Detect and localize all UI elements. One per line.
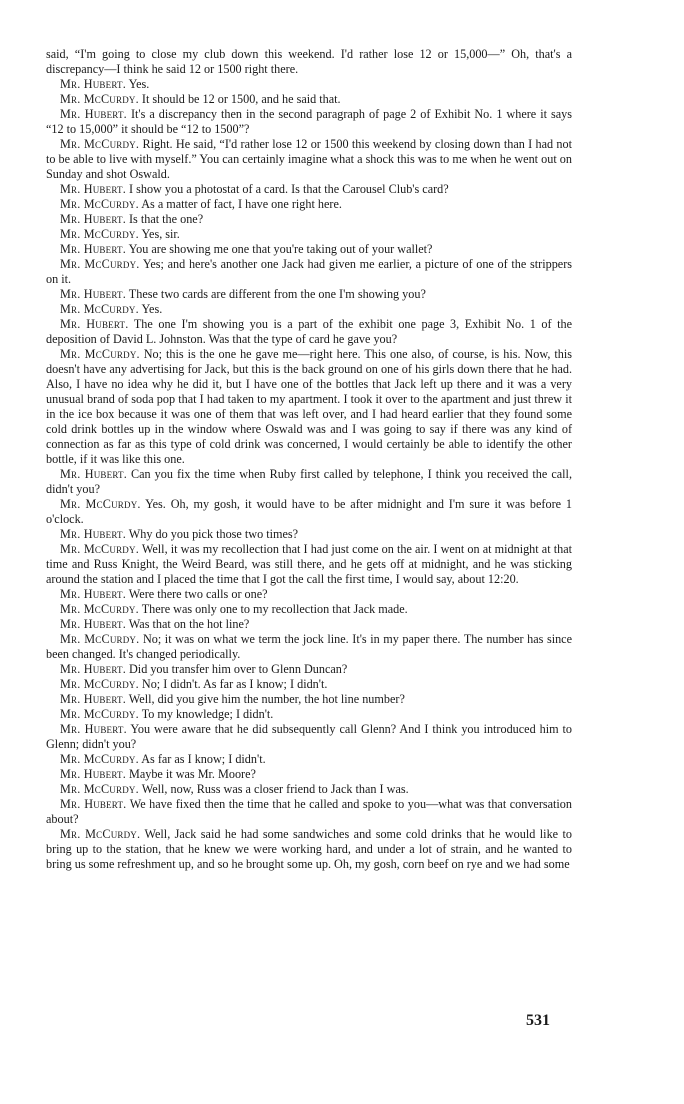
paragraph-text: As far as I know; I didn't. bbox=[141, 752, 266, 766]
paragraph-text: Why do you pick those two times? bbox=[128, 527, 299, 541]
speaker-label: Mr. McCurdy. bbox=[60, 677, 139, 691]
paragraph-text: Were there two calls or one? bbox=[128, 587, 268, 601]
paragraph bbox=[46, 497, 572, 527]
paragraph-text: No; this is the one he gave me—right here. This one also, of course, is his. Now, this doesn't have any advertising for Jack, but this is the back ground on one of his girls down there that he had. Also, I have no idea why he did it, but I have one of the bottles that Jack left up there and it was a very unusual brand of soda pop that I had taken to my apartment. I took it over to the apartment and just threw it in the ice box because it was one of them that was left over, and I had heard earlier that they found some cold drink bottles up in the window where Oswald was and I was going to say if there was any kind of connection as far as this type of cold drink was concerned, I would certainly be able to identify the other bottle, if it was like this one. bbox=[46, 347, 572, 466]
paragraph-text: As a matter of fact, I have one right here. bbox=[141, 197, 342, 211]
paragraph bbox=[46, 347, 572, 467]
speaker-label: Mr. Hubert. bbox=[60, 242, 126, 256]
paragraph bbox=[46, 677, 572, 692]
speaker-label: Mr. McCurdy. bbox=[60, 92, 139, 106]
paragraph-text: said, “I'm going to close my club down this weekend. I'd rather lose 12 or 15,000—” Oh, that's a discrepancy—I think he said 12 or 1500 right there. bbox=[46, 47, 572, 76]
paragraph bbox=[46, 722, 572, 752]
paragraph bbox=[46, 242, 572, 257]
paragraph-text: We have fixed then the time that he called and spoke to you—what was that conversation about? bbox=[46, 797, 572, 826]
paragraph bbox=[46, 137, 572, 182]
speaker-label: Mr. McCurdy. bbox=[60, 302, 139, 316]
speaker-label: Mr. Hubert. bbox=[60, 212, 126, 226]
speaker-label: Mr. Hubert. bbox=[60, 182, 126, 196]
paragraph-text: It should be 12 or 1500, and he said that. bbox=[141, 92, 341, 106]
paragraph bbox=[46, 797, 572, 827]
paragraph-text: You are showing me one that you're taking out of your wallet? bbox=[128, 242, 433, 256]
paragraph bbox=[46, 707, 572, 722]
speaker-label: Mr. McCurdy. bbox=[60, 782, 139, 796]
paragraph bbox=[46, 527, 572, 542]
paragraph bbox=[46, 602, 572, 617]
paragraph-text: Yes, sir. bbox=[141, 227, 180, 241]
paragraph bbox=[46, 302, 572, 317]
speaker-label: Mr. McCurdy. bbox=[60, 827, 141, 841]
paragraph bbox=[46, 662, 572, 677]
transcript-page bbox=[46, 47, 572, 872]
page-number: 531 bbox=[526, 1012, 550, 1029]
paragraph-text: Well, it was my recollection that I had just come on the air. I went on at midnight at that time and Russ Knight, the Weird Beard, was still there, and he gets off at midnight, and he was sticking around the station and I placed the time that I got the call the first time, I would say, about 12:20. bbox=[46, 542, 572, 586]
speaker-label: Mr. Hubert. bbox=[60, 662, 126, 676]
speaker-label: Mr. McCurdy. bbox=[60, 227, 139, 241]
paragraph-text: Yes. bbox=[128, 77, 150, 91]
speaker-label: Mr. Hubert. bbox=[60, 797, 127, 811]
paragraph bbox=[46, 287, 572, 302]
paragraph-text: There was only one to my recollection that Jack made. bbox=[141, 602, 408, 616]
paragraph bbox=[46, 767, 572, 782]
speaker-label: Mr. Hubert. bbox=[60, 617, 126, 631]
speaker-label: Mr. McCurdy. bbox=[60, 752, 139, 766]
speaker-label: Mr. McCurdy. bbox=[60, 707, 139, 721]
paragraph-text: To my knowledge; I didn't. bbox=[141, 707, 274, 721]
paragraph bbox=[46, 227, 572, 242]
speaker-label: Mr. McCurdy. bbox=[60, 137, 140, 151]
speaker-label: Mr. McCurdy. bbox=[60, 497, 141, 511]
paragraph bbox=[46, 692, 572, 707]
paragraph-text: Yes; and here's another one Jack had given me earlier, a picture of one of the strippers on it. bbox=[46, 257, 572, 286]
speaker-label: Mr. Hubert. bbox=[60, 287, 126, 301]
speaker-label: Mr. McCurdy. bbox=[60, 257, 140, 271]
paragraph-text: Was that on the hot line? bbox=[128, 617, 250, 631]
paragraph bbox=[46, 77, 572, 92]
speaker-label: Mr. Hubert. bbox=[60, 722, 127, 736]
paragraph bbox=[46, 47, 572, 77]
paragraph bbox=[46, 752, 572, 767]
speaker-label: Mr. Hubert. bbox=[60, 467, 127, 481]
paragraph bbox=[46, 632, 572, 662]
paragraph bbox=[46, 542, 572, 587]
speaker-label: Mr. Hubert. bbox=[60, 107, 127, 121]
speaker-label: Mr. Hubert. bbox=[60, 587, 126, 601]
paragraph-text: Well, Jack said he had some sandwiches and some cold drinks that he would like to bring up to the station, that he knew we were working hard, and under a lot of strain, and he wanted to bring us some refreshment up, and so he brought some up. Oh, my gosh, corn beef on rye and we had some bbox=[46, 827, 572, 871]
speaker-label: Mr. Hubert. bbox=[60, 317, 129, 331]
speaker-label: Mr. McCurdy. bbox=[60, 347, 140, 361]
paragraph-text: These two cards are different from the one I'm showing you? bbox=[128, 287, 426, 301]
speaker-label: Mr. Hubert. bbox=[60, 767, 126, 781]
paragraph-text: Right. He said, “I'd rather lose 12 or 1500 this weekend by closing down than I had not to be able to live with myself.” You can certainly imagine what a shock this was to me when he went out on Sunday and shot Oswald. bbox=[46, 137, 573, 181]
speaker-label: Mr. Hubert. bbox=[60, 527, 126, 541]
paragraph bbox=[46, 212, 572, 227]
paragraph-text: Did you transfer him over to Glenn Duncan? bbox=[129, 662, 348, 676]
paragraph bbox=[46, 257, 572, 287]
paragraph bbox=[46, 317, 572, 347]
paragraph-text: I show you a photostat of a card. Is that the Carousel Club's card? bbox=[129, 182, 449, 196]
paragraph-text: Yes. Oh, my gosh, it would have to be after midnight and I'm sure it was before 1 o'clock. bbox=[46, 497, 572, 526]
paragraph-text: You were aware that he did subsequently call Glenn? And I think you introduced him to Glenn; didn't you? bbox=[46, 722, 572, 751]
paragraph-text: Maybe it was Mr. Moore? bbox=[129, 767, 256, 781]
paragraph bbox=[46, 467, 572, 497]
paragraph bbox=[46, 827, 572, 872]
paragraph bbox=[46, 587, 572, 602]
paragraph-text: The one I'm showing you is a part of the exhibit one page 3, Exhibit No. 1 of the deposition of David L. Johnston. Was that the type of card he gave you? bbox=[46, 317, 572, 346]
paragraph-text: It's a discrepancy then in the second paragraph of page 2 of Exhibit No. 1 where it says “12 to 15,000” it should be “12 to 1500”? bbox=[46, 107, 572, 136]
speaker-label: Mr. Hubert. bbox=[60, 77, 126, 91]
paragraph-text: No; it was on what we term the jock line. It's in my paper there. The number has since been changed. It's changed periodically. bbox=[46, 632, 572, 661]
paragraph-text: Is that the one? bbox=[129, 212, 204, 226]
speaker-label: Mr. Hubert. bbox=[60, 692, 126, 706]
paragraph-text: Can you fix the time when Ruby first called by telephone, I think you received the call, didn't you? bbox=[46, 467, 572, 496]
paragraph bbox=[46, 197, 572, 212]
speaker-label: Mr. McCurdy. bbox=[60, 632, 140, 646]
paragraph bbox=[46, 92, 572, 107]
speaker-label: Mr. McCurdy. bbox=[60, 602, 139, 616]
paragraph-text: Well, did you give him the number, the hot line number? bbox=[128, 692, 405, 706]
paragraph bbox=[46, 182, 572, 197]
paragraph bbox=[46, 617, 572, 632]
paragraph-text: Yes. bbox=[141, 302, 163, 316]
paragraph bbox=[46, 107, 572, 137]
paragraph-text: No; I didn't. As far as I know; I didn't. bbox=[141, 677, 328, 691]
speaker-label: Mr. McCurdy. bbox=[60, 197, 139, 211]
paragraph bbox=[46, 782, 572, 797]
speaker-label: Mr. McCurdy. bbox=[60, 542, 139, 556]
paragraph-text: Well, now, Russ was a closer friend to Jack than I was. bbox=[141, 782, 409, 796]
